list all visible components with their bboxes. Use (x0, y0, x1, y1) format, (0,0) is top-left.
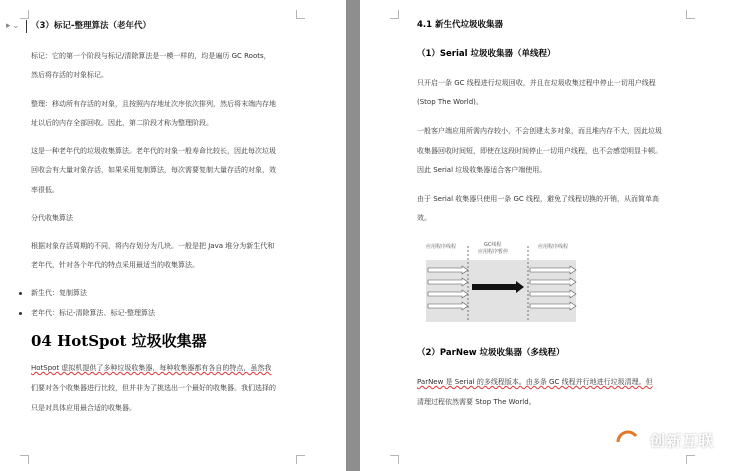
paragraph-line: 回收会有大量对象存活，如果采用复制算法，每次需要复制大量存活的对象，效 (31, 166, 276, 174)
diagram-label-gc: GC线程 (484, 242, 502, 248)
paragraph-line: (Stop The World)。 (417, 98, 483, 106)
paragraph-line: 一般客户端应用所需内存较小，不会创建太多对象，而且堆内存不大，因此垃圾 (417, 127, 662, 135)
paragraph-line: ParNew 是 Serial 的多线程版本。由多条 GC 线程并行地进行垃圾清理。但 (417, 378, 653, 386)
paragraph-line: 由于 Serial 收集器只使用一条 GC 线程，避免了线程切换的开销，从而简单高 (417, 195, 660, 203)
document-page-left (0, 0, 346, 471)
bullet-dot (19, 292, 22, 295)
paragraph-line: 只是对具体应用最合适的收集器。 (31, 404, 136, 412)
bullet-item: 新生代：复制算法 (31, 289, 87, 297)
paragraph-line: 整理：移动所有存活的对象，且按照内存地址次序依次排列，然后将末端内存地 (31, 100, 276, 108)
paragraph-line: 收集器回收时间短，即使在这段时间停止一切用户线程，也不会感觉明显卡顿。 (417, 147, 662, 155)
collapse-chevron-icon[interactable]: ⌄ (12, 21, 20, 31)
page-corner-mark (296, 455, 305, 464)
serial-collector-diagram (420, 236, 586, 328)
paragraph-line: 然后将存活的对象标记。 (31, 71, 108, 79)
paragraph-handle-icon[interactable]: ▸ (6, 21, 11, 31)
diagram-label-right: 应用程序线程 (538, 244, 569, 250)
heading-parnew-collector: （2）ParNew 垃圾收集器（多线程） (417, 348, 565, 358)
page-gutter (346, 0, 360, 471)
paragraph-line: 率很低。 (31, 186, 59, 194)
paragraph-line: 们要对各个收集器进行比较，但并非为了挑选出一个最好的收集器。我们选择的 (31, 384, 276, 392)
page-corner-mark (390, 455, 399, 464)
heading-young-gen-collectors: 4.1 新生代垃圾收集器 (417, 20, 504, 30)
paragraph-line: 效。 (417, 214, 431, 222)
paragraph-line: HotSpot 虚拟机提供了多种垃圾收集器，每种收集器都有各自的特点，虽然我 (31, 364, 272, 372)
page-corner-mark (686, 10, 695, 19)
page-corner-mark (296, 10, 305, 19)
diagram-label-left: 应用程序线程 (426, 244, 457, 250)
paragraph-line: 清理过程依然需要 Stop The World。 (417, 398, 536, 406)
paragraph-line: 老年代，针对各个年代的特点采用最适当的收集算法。 (31, 261, 199, 269)
subheading-generational: 分代收集算法 (31, 214, 73, 222)
paragraph-line: 址以后的内存全部回收。因此，第二阶段才称为整理阶段。 (31, 119, 213, 127)
bullet-item: 老年代：标记-清除算法、标记-整理算法 (31, 309, 156, 317)
paragraph-line: 因此 Serial 垃圾收集器适合客户端使用。 (417, 166, 547, 174)
paragraph-line: 这是一种老年代的垃圾收集算法。老年代的对象一般寿命比较长，因此每次垃圾 (31, 147, 276, 155)
text-cursor (26, 20, 27, 33)
page-corner-mark (390, 10, 399, 19)
page-corner-mark (20, 10, 29, 19)
paragraph-line: 标记：它的第一个阶段与标记/清除算法是一模一样的，均是遍历 GC Roots， (31, 52, 271, 60)
heading-serial-collector: （1）Serial 垃圾收集器（单线程） (417, 49, 556, 59)
paragraph-line: 根据对象存活周期的不同，将内存划分为几块。一般是把 Java 堆分为新生代和 (31, 242, 275, 250)
bullet-dot (19, 312, 22, 315)
page-corner-mark (20, 455, 29, 464)
watermark-text: 创新互联 (650, 432, 715, 450)
diagram-label-pause: 应用程序暂停 (478, 249, 509, 255)
paragraph-line: 只开启一条 GC 线程进行垃圾回收，并且在垃圾收集过程中停止一切用户线程 (417, 79, 656, 87)
heading-mark-compact: （3）标记-整理算法（老年代） (31, 21, 151, 31)
section-title-hotspot: 04 HotSpot 垃圾收集器 (31, 332, 207, 350)
